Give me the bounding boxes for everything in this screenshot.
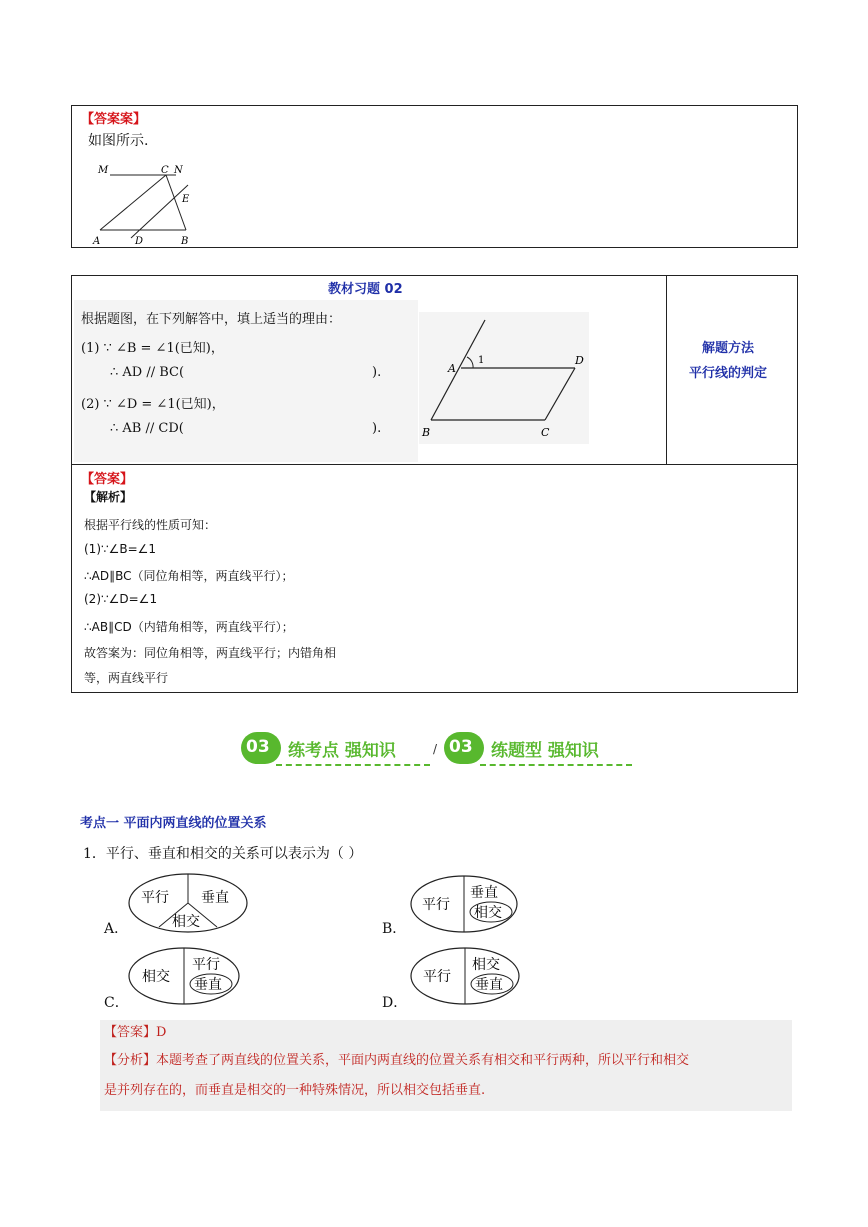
option-d-w3: 垂直 bbox=[475, 977, 503, 993]
option-d-w2: 相交 bbox=[472, 957, 500, 973]
label-M: M bbox=[98, 165, 109, 176]
exercise-box bbox=[71, 275, 798, 693]
banner-text-left: 练考点 强知识 bbox=[288, 741, 396, 761]
answer-line-6: 故答案为：同位角相等，两直线平行；内错角相 bbox=[84, 646, 337, 660]
banner-separator: / bbox=[433, 742, 438, 756]
option-c-diagram[interactable] bbox=[126, 945, 246, 1007]
analysis-label-2: 【分析】 bbox=[104, 1053, 157, 1068]
option-c-letter[interactable]: C． bbox=[104, 995, 129, 1011]
option-a-w3: 相交 bbox=[172, 914, 200, 930]
method-topic: 平行线的判定 bbox=[689, 366, 768, 381]
option-d-letter[interactable]: D． bbox=[382, 995, 408, 1011]
answer-value: D bbox=[156, 1025, 167, 1040]
exercise-title: 教材习题 02 bbox=[328, 282, 403, 297]
option-a-w1: 平行 bbox=[141, 890, 169, 906]
fig-label-D: D bbox=[575, 354, 584, 367]
banner-text-right: 练题型 强知识 bbox=[491, 741, 599, 761]
fig-label-C: C bbox=[541, 426, 550, 439]
question-line-4: (2) ∵ ∠D = ∠1(已知)， bbox=[81, 397, 225, 412]
answer-text: 如图所示. bbox=[88, 133, 149, 149]
analysis-label: 【解析】 bbox=[84, 490, 133, 504]
option-b-diagram[interactable] bbox=[408, 873, 522, 935]
option-c-w2: 平行 bbox=[192, 957, 220, 973]
blank-end-2: ). bbox=[372, 421, 382, 436]
column-divider bbox=[666, 276, 667, 464]
option-c-w1: 相交 bbox=[142, 969, 170, 985]
option-a-diagram[interactable] bbox=[126, 870, 250, 936]
label-N: N bbox=[174, 165, 183, 176]
banner-underline-right bbox=[480, 764, 632, 766]
option-d-w1: 平行 bbox=[423, 969, 451, 985]
question-1: 1．平行、垂直和相交的关系可以表示为（ ） bbox=[83, 846, 363, 862]
triangle-figure bbox=[90, 160, 200, 246]
answer-line-7: 等，两直线平行 bbox=[84, 671, 169, 685]
option-b-letter[interactable]: B． bbox=[382, 921, 407, 937]
answer-line-4: (2)∵∠D=∠1 bbox=[84, 592, 158, 606]
section-banner bbox=[240, 730, 640, 770]
answer-box-1 bbox=[71, 105, 798, 248]
answer-line-1: 根据平行线的性质可知： bbox=[84, 518, 217, 532]
label-C: C bbox=[161, 165, 169, 176]
option-b-w1: 平行 bbox=[422, 897, 450, 913]
parallelogram-figure bbox=[419, 312, 589, 444]
method-label: 解题方法 bbox=[702, 341, 755, 356]
option-a-letter[interactable]: A． bbox=[104, 921, 129, 937]
fig-label-1: 1 bbox=[478, 355, 485, 366]
label-E: E bbox=[182, 194, 190, 205]
question-line-1: 根据题图，在下列解答中，填上适当的理由： bbox=[81, 312, 342, 327]
question-line-5: ∴ AB // CD( bbox=[110, 421, 184, 436]
question-line-2: (1) ∵ ∠B = ∠1(已知)， bbox=[81, 341, 224, 356]
option-c-w3: 垂直 bbox=[194, 977, 222, 993]
answer-label-2: 【答案】 bbox=[81, 472, 134, 487]
answer-row bbox=[104, 1022, 166, 1044]
label-B: B bbox=[181, 236, 189, 246]
analysis-row-1 bbox=[104, 1050, 689, 1072]
row-divider bbox=[72, 464, 797, 465]
answer-line-2: (1)∵∠B=∠1 bbox=[84, 542, 157, 556]
option-b-w3: 相交 bbox=[474, 905, 502, 921]
answer-line-5: ∴AB∥CD（内错角相等，两直线平行）； bbox=[84, 620, 294, 634]
banner-underline-left bbox=[276, 764, 430, 766]
analysis-text-2: 是并列存在的，而垂直是相交的一种特殊情况，所以相交包括垂直. bbox=[104, 1083, 486, 1098]
question-line-3: ∴ AD // BC( bbox=[110, 365, 185, 380]
answer-label-3: 【答案】 bbox=[104, 1025, 157, 1040]
label-A: A bbox=[93, 236, 101, 246]
option-a-w2: 垂直 bbox=[201, 890, 229, 906]
banner-num-right: 03 bbox=[449, 737, 473, 757]
fig-label-B: B bbox=[422, 426, 431, 439]
label-D: D bbox=[135, 236, 144, 246]
blank-end-1: ). bbox=[372, 365, 382, 380]
analysis-text-1: 本题考查了两直线的位置关系，平面内两直线的位置关系有相交和平行两种，所以平行和相交 bbox=[156, 1053, 690, 1068]
section-heading: 考点一 平面内两直线的位置关系 bbox=[80, 816, 267, 831]
answer-label: 【答案案】 bbox=[81, 112, 147, 127]
option-b-w2: 垂直 bbox=[470, 885, 498, 901]
option-d-diagram[interactable] bbox=[408, 945, 526, 1007]
answer-line-3: ∴AD∥BC（同位角相等，两直线平行）； bbox=[84, 569, 294, 583]
fig-label-A: A bbox=[448, 362, 456, 375]
banner-num-left: 03 bbox=[246, 737, 270, 757]
